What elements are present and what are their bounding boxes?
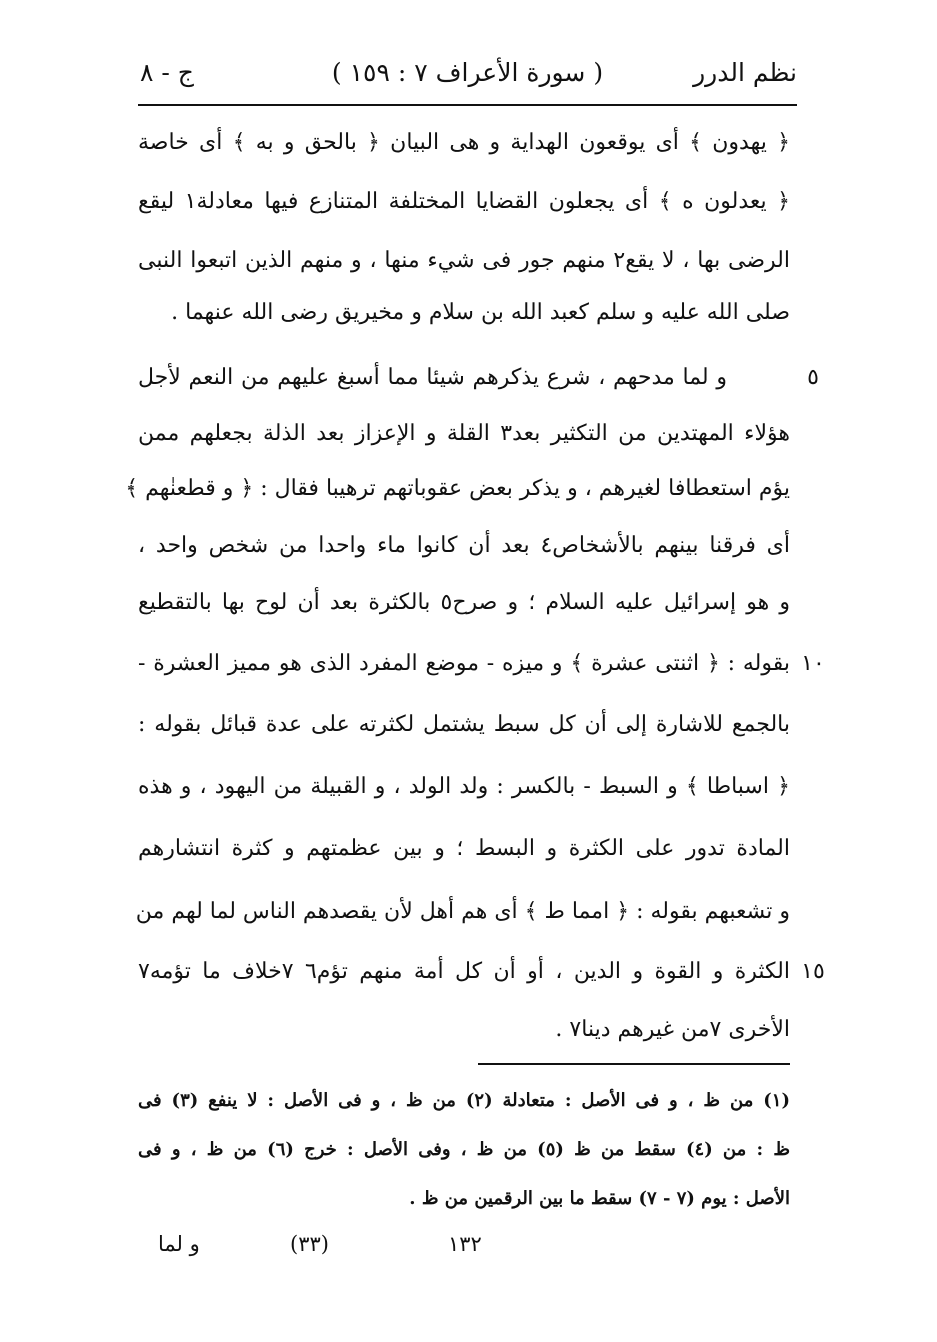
signature-mark: (٣٣) xyxy=(290,1232,329,1256)
page-number: ١٣٢ xyxy=(448,1232,482,1256)
volume-number: ج - ٨ xyxy=(140,58,194,87)
text-line: الأخرى ٧من غيرهم دينا٧ . xyxy=(555,1017,790,1042)
page-header xyxy=(138,52,797,102)
surah-reference: ( سورة الأعراف ٧ : ١٥٩ ) xyxy=(331,58,604,87)
text-line: ﴿ اسباطا ﴾ و السبط - بالكسر : ولد الولد ، و القبيلة من اليهود ، و هذه xyxy=(138,774,790,799)
text-line: ﴿ يهدون ﴾ أى يوقعون الهداية و هى البيان ﴿ بالحق و به ﴾ أى خاصة xyxy=(138,130,790,155)
text-line: هؤلاء المهتدين من التكثير بعد٣ القلة و الإعزاز بعد الذلة بجعلهم ممن xyxy=(138,421,790,446)
text-line: بالجمع للاشارة إلى أن كل سبط يشتمل لكثرته على عدة قبائل بقوله : xyxy=(138,712,790,737)
text-line: و تشعبهم بقوله : ﴿ امما ط ﴾ أى هم أهل لأن يقصدهم الناس لما لهم من xyxy=(135,899,790,924)
footnote-divider xyxy=(478,1063,790,1065)
book-title: نظم الدرر xyxy=(693,58,797,87)
text-line: يؤم استعطافا لغيرهم ، و يذكر بعض عقوباتهم ترهيبا فقال : ﴿ و قطعنٰهم ﴾ xyxy=(125,476,790,501)
footnote-line: ظ : من (٤) سقط من ظ (٥) من ظ ، وفى الأصل : خرج (٦) من ظ ، و فى xyxy=(138,1139,790,1160)
text-line: أى فرقنا بينهم بالأشخاص٤ بعد أن كانوا ماء واحدا من شخص واحد ، xyxy=(138,533,790,558)
text-line: صلى الله عليه و سلم كعبد الله بن سلام و مخيريق رضى الله عنهما . xyxy=(171,300,790,325)
text-line: الكثرة و القوة و الدين ، أو أن كل أمة منهم تؤم٦ ٧خلاف ما تؤمه٧ xyxy=(138,959,790,984)
catchword: و لما xyxy=(158,1232,200,1256)
line-number: ٥ xyxy=(807,365,819,390)
footnote-line: (١) من ظ ، و فى الأصل : متعادلة (٢) من ظ ، و فى الأصل : لا ينفع (٣) فى xyxy=(138,1090,790,1111)
text-line: بقوله : ﴿ اثنتى عشرة ﴾ و ميزه - موضع المفرد الذى هو مميز العشرة - xyxy=(138,651,790,676)
text-line: ﴿ يعدلون ه ﴾ أى يجعلون القضايا المختلفة المتنازع فيها معادلة١ ليقع xyxy=(138,189,790,214)
line-number: ١٠ xyxy=(801,651,825,676)
text-line: و هو إسرائيل عليه السلام ؛ و صرح٥ بالكثرة بعد أن لوح بها بالتقطيع xyxy=(138,590,791,615)
text-line: المادة تدور على الكثرة و البسط ؛ و بين عظمتهم و كثرة انتشارهم xyxy=(138,836,790,861)
footnote-line: الأصل : يوم (٧ - ٧) سقط ما بين الرقمين من ظ . xyxy=(409,1188,790,1209)
header-divider xyxy=(138,104,797,106)
text-line: و لما مدحهم ، شرع يذكرهم شيئا مما أسبغ عليهم من النعم لأجل xyxy=(138,365,727,390)
line-number: ١٥ xyxy=(801,959,825,984)
text-line: الرضى بها ، لا يقع٢ منهم جور فى شيء منها ، و منهم الذين اتبعوا النبى xyxy=(138,248,790,273)
